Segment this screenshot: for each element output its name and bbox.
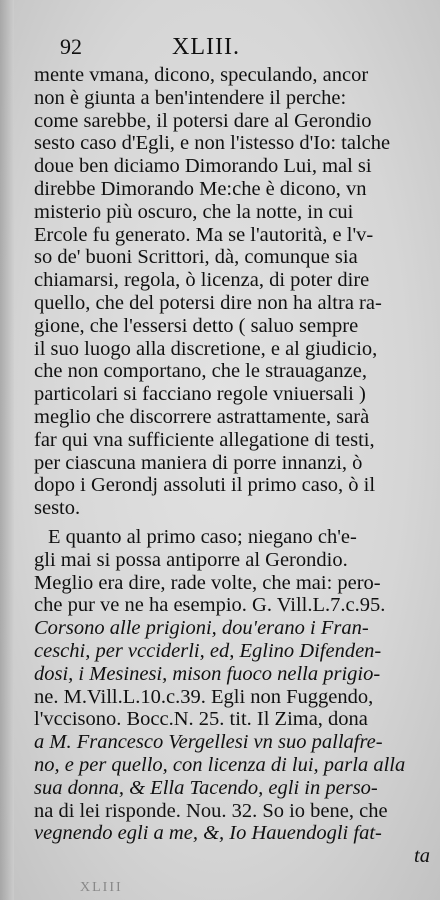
text-line: ceschi, per vcciderli, ed, Eglino Difenden-: [34, 639, 382, 662]
text-line: misterio più oscuro, che la notte, in cui: [34, 200, 354, 223]
text-line: E quanto al primo caso; niegano ch'e-: [48, 525, 357, 548]
text-line: gli mai si possa antiporre al Gerondio.: [34, 548, 348, 571]
text-line: quello, che del potersi dire non ha altra ra-: [34, 291, 382, 314]
text-line: l'vccisono. Bocc.N. 25. tit. Il Zima, dona: [34, 708, 368, 731]
text-line: Corsono alle prigioni, dou'erano i Fran-: [34, 617, 369, 640]
text-line: per ciascuna maniera di porre innanzi, ò: [34, 451, 363, 474]
text-line: sua donna, & Ella Tacendo, egli in perso-: [34, 776, 378, 799]
text-line: vegnendo egli a me, &, Io Hauendogli fat-: [34, 822, 382, 845]
text-line: a M. Francesco Vergellesi vn suo pallafre-: [34, 731, 383, 754]
text-line: Meglio era dire, rade volte, che mai: pero-: [34, 571, 381, 594]
text-line: mente vmana, dicono, speculando, ancor: [34, 64, 369, 86]
text-line: gione, che l'essersi detto ( saluo sempre: [34, 314, 359, 337]
text-line: particolari si facciano regole vniuersali ): [34, 383, 366, 406]
text-line: il suo luogo alla discretione, e al giudicio,: [34, 337, 378, 360]
faded-catchword: XLIII: [80, 880, 123, 895]
text-line: sesto.: [34, 497, 81, 520]
text-line: ta: [414, 845, 430, 868]
text-line: sesto caso d'Egli, e non l'istesso d'Io: talche: [34, 132, 391, 155]
text-line: direbbe Dimorando Me:che è dicono, vn: [34, 177, 367, 200]
text-line: non è giunta a ben'intendere il perche:: [34, 86, 347, 109]
text-line: Ercole fu generato. Ma se l'autorità, e l'v-: [34, 223, 374, 246]
page-number: 92: [60, 34, 82, 59]
text-line: meglio che discorrere astrattamente, sarà: [34, 405, 370, 428]
text-line: no, e per quello, con licenza di lui, parla alla: [34, 753, 406, 776]
text-line: che non comportano, che le strauaganze,: [34, 360, 367, 383]
text-line: doue ben diciamo Dimorando Lui, mal si: [34, 155, 372, 178]
text-line: ne. M.Vill.L.10.c.39. Egli non Fuggendo,: [34, 685, 374, 708]
text-line: chiamarsi, regola, ò licenza, di poter dire: [34, 269, 370, 292]
body-text: [34, 64, 430, 868]
text-line: dosi, i Mesinesi, mison fuoco nella prigio-: [34, 662, 381, 685]
page-header: [60, 34, 410, 64]
running-head: XLIII.: [172, 34, 240, 60]
text-line: che pur ve ne ha esempio. G. Vill.L.7.c.95.: [34, 594, 386, 617]
text-line: come sarebbe, il potersi dare al Gerondio: [34, 109, 372, 132]
text-line: na di lei risponde. Nou. 32. So io bene, che: [34, 799, 388, 822]
text-line: far qui vna sufficiente allegatione di testi,: [34, 428, 375, 451]
text-line: dopo i Gerondj assoluti il primo caso, ò il: [34, 474, 376, 497]
text-line: so de' buoni Scrittori, dà, comunque sia: [34, 246, 358, 269]
